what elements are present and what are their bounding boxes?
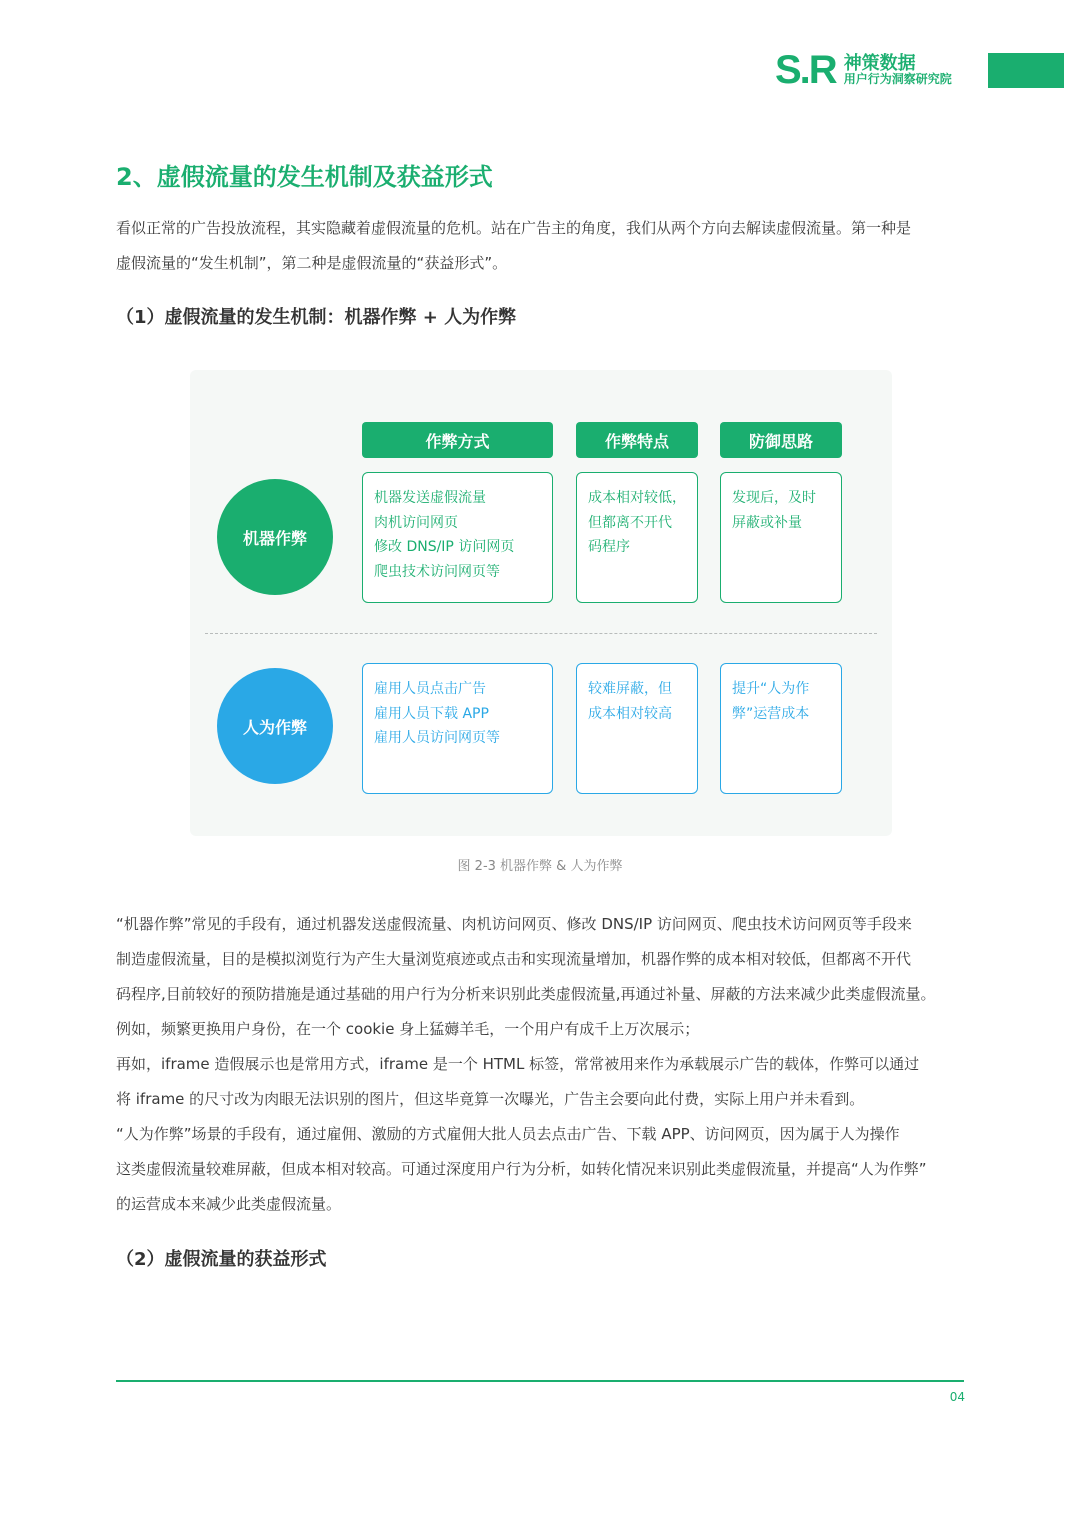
subsection-title-2: （2）虚假流量的获益形式 xyxy=(116,1249,327,1270)
cell-line: 屏蔽或补量 xyxy=(732,514,802,531)
cell-line: 雇用人员访问网页等 xyxy=(374,730,500,746)
text-line: “人为作弊”场景的手段有，通过雇佣、激励的方式雇佣大批人员去点击广告、下载 APP、访问网页，因为属于人为操作 xyxy=(116,1125,900,1143)
brand-logo xyxy=(775,50,952,90)
cell-line: 较难屏蔽，但 xyxy=(588,681,672,697)
section-title: 2、虚假流量的发生机制及获益形式 xyxy=(116,163,493,191)
human-methods-cell xyxy=(362,663,553,794)
cell-line: 提升“人为作 xyxy=(732,681,810,697)
page-number: 04 xyxy=(949,1390,965,1404)
text-line: 再如，iframe 造假展示也是常用方式，iframe 是一个 HTML 标签，常常被用来作为承载展示广告的载体，作弊可以通过 xyxy=(116,1055,920,1073)
brand-subtitle: 用户行为洞察研究院 xyxy=(843,72,952,87)
cell-line: 码程序 xyxy=(588,539,630,555)
row-divider xyxy=(205,633,877,634)
column-header-defense: 防御思路 xyxy=(720,422,842,458)
machine-traits-cell xyxy=(576,472,698,603)
footer-divider xyxy=(116,1380,964,1382)
subsection-title-1: （1）虚假流量的发生机制：机器作弊 + 人为作弊 xyxy=(116,307,517,328)
column-header-traits: 作弊特点 xyxy=(576,422,698,458)
cell-line: 弊”运营成本 xyxy=(732,705,810,722)
text-line: 码程序,目前较好的预防措施是通过基础的用户行为分析来识别此类虚假流量,再通过补量、屏蔽的方法来减少此类虚假流量。 xyxy=(116,985,936,1003)
logo-text xyxy=(844,54,952,87)
text-line: 例如，频繁更换用户身份，在一个 cookie 身上猛薅羊毛，一个用户有成千上万次展示； xyxy=(116,1020,700,1038)
fraud-diagram xyxy=(190,370,892,836)
cell-line: 雇用人员点击广告 xyxy=(374,681,486,697)
machine-defense-cell xyxy=(720,472,842,603)
cell-line: 修改 DNS/IP 访问网页 xyxy=(374,539,515,555)
machine-fraud-circle: 机器作弊 xyxy=(217,479,333,595)
cell-line: 机器发送虚假流量 xyxy=(374,490,486,506)
intro-paragraph xyxy=(116,211,976,281)
cell-line: 肉机访问网页 xyxy=(374,514,458,531)
cell-line: 雇用人员下载 APP xyxy=(374,705,489,722)
cell-line: 成本相对较低， xyxy=(588,490,686,506)
cell-line: 成本相对较高 xyxy=(588,705,672,722)
human-traits-cell xyxy=(576,663,698,794)
cell-line: 但都离不开代 xyxy=(588,514,672,531)
logo-mark: S.R xyxy=(775,48,836,92)
machine-methods-cell xyxy=(362,472,553,603)
cell-line: 爬虫技术访问网页等 xyxy=(374,563,500,580)
text-line: 虚假流量的“发生机制”，第二种是虚假流量的“获益形式”。 xyxy=(116,254,508,272)
text-line: “机器作弊”常见的手段有，通过机器发送虚假流量、肉机访问网页、修改 DNS/IP 访问网页、爬虫技术访问网页等手段来 xyxy=(116,915,912,933)
text-line: 的运营成本来减少此类虚假流量。 xyxy=(116,1195,342,1213)
text-line: 制造虚假流量，目的是模拟浏览行为产生大量浏览痕迹或点击和实现流量增加，机器作弊的成本相对较低，但都离不开代 xyxy=(116,950,912,968)
brand-name: 神策数据 xyxy=(843,52,916,74)
text-line: 看似正常的广告投放流程，其实隐藏着虚假流量的危机。站在广告主的角度，我们从两个方向去解读虚假流量。第一种是 xyxy=(116,219,912,237)
human-defense-cell xyxy=(720,663,842,794)
text-line: 这类虚假流量较难屏蔽，但成本相对较高。可通过深度用户行为分析，如转化情况来识别此类虚假流量，并提高“人为作弊” xyxy=(116,1160,927,1178)
text-line: 将 iframe 的尺寸改为肉眼无法识别的图片，但这毕竟算一次曝光，广告主会要向此付费，实际上用户并未看到。 xyxy=(116,1090,865,1108)
human-fraud-circle: 人为作弊 xyxy=(217,668,333,784)
cell-line: 发现后，及时 xyxy=(732,490,816,506)
header-accent-bar xyxy=(988,53,1064,88)
body-text xyxy=(116,907,976,1222)
figure-caption: 图 2-3 机器作弊 & 人为作弊 xyxy=(457,859,623,874)
column-header-method: 作弊方式 xyxy=(362,422,553,458)
